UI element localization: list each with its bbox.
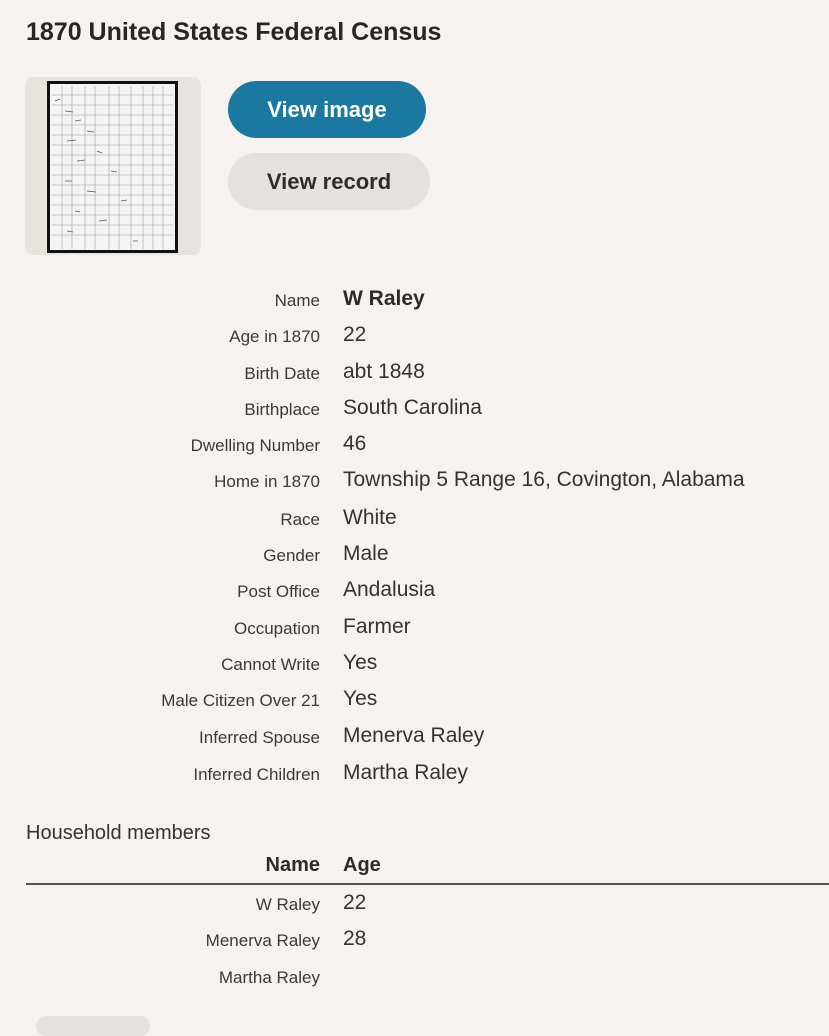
- field-value: White: [343, 506, 397, 529]
- field-label: Occupation: [234, 619, 320, 638]
- field-row-age: [0, 323, 829, 353]
- field-value: 46: [343, 432, 367, 455]
- household-divider: [26, 883, 829, 885]
- field-value: abt 1848: [343, 360, 425, 383]
- field-value[interactable]: Martha Raley: [343, 761, 468, 784]
- field-value: 22: [343, 323, 367, 346]
- field-value[interactable]: Menerva Raley: [343, 724, 485, 747]
- field-label: Inferred Children: [193, 765, 320, 784]
- field-value: W Raley: [343, 287, 425, 310]
- household-member-name[interactable]: Martha Raley: [218, 968, 320, 987]
- field-value: Male: [343, 542, 389, 565]
- census-page-image[interactable]: [47, 81, 178, 253]
- field-row-inferred-spouse: [0, 724, 829, 754]
- field-label: Age in 1870: [229, 327, 320, 346]
- field-row-race: [0, 506, 829, 536]
- field-label: Dwelling Number: [190, 436, 320, 455]
- field-row-gender: [0, 542, 829, 572]
- field-row-inferred-children: [0, 761, 829, 791]
- field-label: Gender: [263, 546, 320, 565]
- field-label: Name: [274, 291, 320, 310]
- field-label: Cannot Write: [221, 655, 320, 674]
- view-record-button[interactable]: View record: [228, 153, 430, 210]
- household-column-age: Age: [343, 854, 381, 876]
- field-value: South Carolina: [343, 396, 482, 419]
- census-image-thumbnail[interactable]: [25, 77, 201, 255]
- field-row-male-citizen: [0, 687, 829, 717]
- field-value: Andalusia: [343, 578, 436, 601]
- field-row-post-office: [0, 578, 829, 608]
- field-row-home: [0, 468, 829, 498]
- household-member-age: 22: [343, 891, 367, 914]
- household-member-age: 28: [343, 927, 367, 950]
- field-value: Farmer: [343, 615, 411, 638]
- field-label: Home in 1870: [214, 472, 320, 491]
- field-row-name: [0, 287, 829, 317]
- field-row-cannot-write: [0, 651, 829, 681]
- field-label: Race: [280, 510, 320, 529]
- field-label: Inferred Spouse: [199, 728, 320, 747]
- view-image-button[interactable]: View image: [228, 81, 426, 138]
- field-row-dwelling-number: [0, 432, 829, 462]
- field-value: Yes: [343, 651, 378, 674]
- field-value: Township 5 Range 16, Covington, Alabama: [343, 468, 745, 491]
- field-label: Birth Date: [244, 364, 320, 383]
- field-value: Yes: [343, 687, 378, 710]
- household-title: Household members: [26, 822, 211, 844]
- census-sheet-icon: [47, 81, 178, 253]
- field-row-occupation: [0, 615, 829, 645]
- household-member-name[interactable]: W Raley: [255, 895, 320, 914]
- more-button-partial[interactable]: [36, 1016, 150, 1036]
- field-label: Birthplace: [244, 400, 320, 419]
- field-label: Post Office: [237, 582, 320, 601]
- field-label: Male Citizen Over 21: [161, 691, 320, 710]
- record-title: 1870 United States Federal Census: [26, 18, 442, 46]
- household-column-name: Name: [265, 854, 320, 876]
- household-member-name[interactable]: Menerva Raley: [205, 931, 320, 950]
- field-row-birth-date: [0, 360, 829, 390]
- field-row-birthplace: [0, 396, 829, 426]
